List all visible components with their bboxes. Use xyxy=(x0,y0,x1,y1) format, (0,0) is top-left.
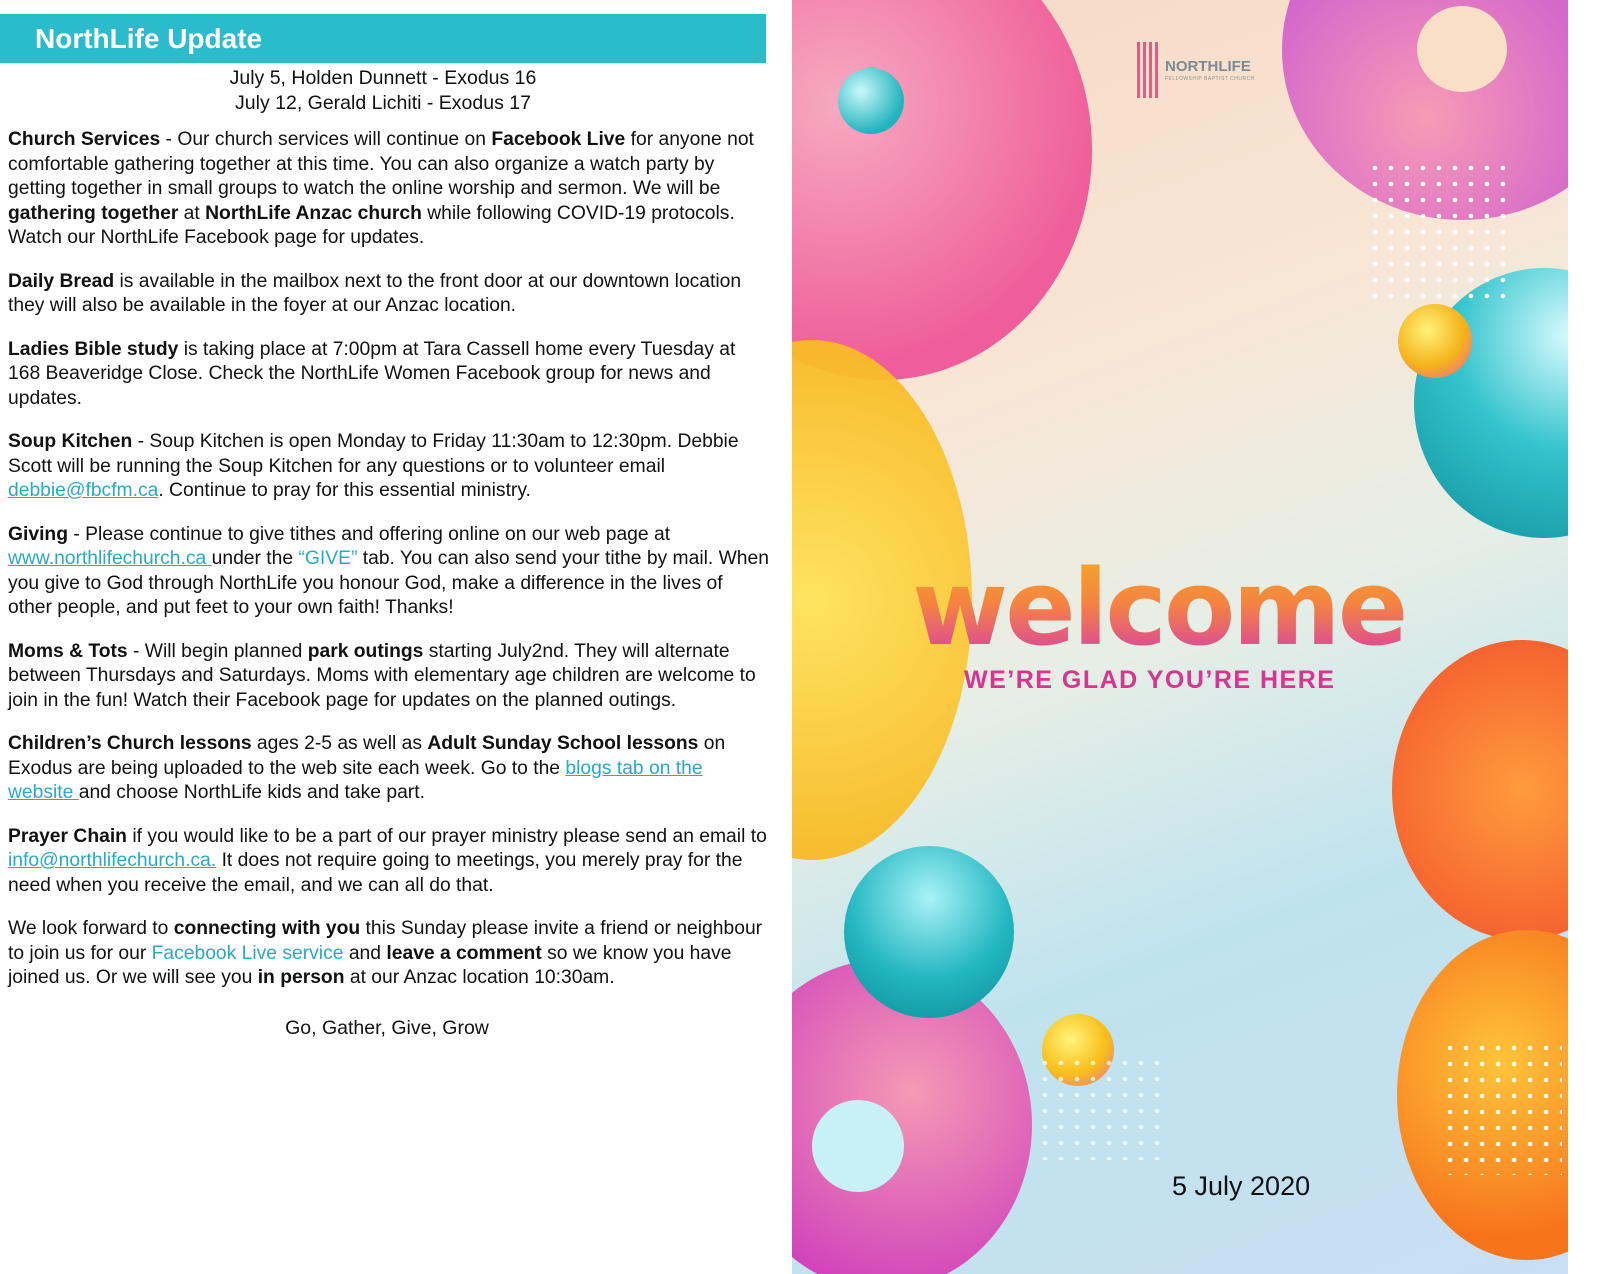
dot-pattern xyxy=(1037,1055,1162,1160)
paragraph-link[interactable]: www.northlifechurch.ca xyxy=(8,548,212,569)
cream-circle xyxy=(1417,6,1507,92)
bold-text: Soup Kitchen xyxy=(8,431,133,452)
paragraph-text: if you would like to be a part of our prayer ministry please send an email to xyxy=(126,825,767,847)
paragraph-moms-tots xyxy=(8,640,770,714)
schedule-line: July 5, Holden Dunnett - Exodus 16 xyxy=(229,67,537,89)
paragraph-text: - Soup Kitchen is open Monday to Friday 11:30am to 12:30pm. Debbie Scott will be running the Soup Kitchen for any questions or to volunteer email xyxy=(8,431,739,477)
logo-name: NORTHLIFE xyxy=(1165,57,1251,75)
paragraph-text: at our Anzac location 10:30am. xyxy=(344,967,615,988)
paragraph-text: is available in the mailbox next to the front door at our downtown location they will also be available in the foyer at our Anzac location. xyxy=(8,270,742,316)
bold-text: Facebook Live xyxy=(491,129,626,150)
bold-text: park outings xyxy=(307,640,424,662)
header-banner xyxy=(0,14,766,63)
welcome-tagline: WE’RE GLAD YOU’RE HERE xyxy=(964,666,1336,694)
bold-text: Prayer Chain xyxy=(8,825,127,847)
paragraph-text: - Our church services will continue on xyxy=(160,129,492,150)
paragraph-text: starting July2nd. They will alternate between Thursdays and Saturdays. Moms with elementary age children are welcome to join in the fun! Watch their Facebook page for updates on the planned outings. xyxy=(8,640,756,711)
page-title: NorthLife Update xyxy=(35,23,263,54)
paragraph-link[interactable]: debbie@fbcfm.ca xyxy=(8,480,159,501)
pink-blob xyxy=(792,0,1092,380)
paragraph-text: is taking place at 7:00pm at Tara Cassell home every Tuesday at 168 Beaveridge Close. Check the NorthLife Women Facebook group for news and updates. xyxy=(8,338,736,409)
bold-text: in person xyxy=(257,967,345,988)
bold-text: Giving xyxy=(8,523,68,545)
paragraph-giving xyxy=(8,523,770,621)
teal-sphere-bottom xyxy=(844,846,1014,1018)
paragraph-text: this Sunday please invite a friend or neighbour to join us for our xyxy=(8,918,763,964)
paragraph-text: under the xyxy=(211,548,299,569)
bold-text: connecting with you xyxy=(173,918,361,939)
orange-blob xyxy=(1392,640,1568,940)
paragraph-prayer-chain xyxy=(8,825,770,899)
light-circle xyxy=(812,1100,904,1192)
paragraph-text: ages 2-5 as well as xyxy=(251,733,428,754)
logo-mark-icon xyxy=(1137,42,1159,98)
bold-text: NorthLife Anzac church xyxy=(205,202,422,224)
bold-text: Adult Sunday School lessons xyxy=(427,733,699,754)
bold-text: Ladies Bible study xyxy=(8,338,179,360)
paragraph-text: tab. You can also send your tithe by mail. When you give to God through NorthLife you honour God, make a difference in the lives of other people, and put feet to your own faith! Thanks! xyxy=(8,548,769,618)
bold-text: Church Services xyxy=(8,129,161,150)
paragraph-ladies-bible-study xyxy=(8,338,770,412)
bulletin-body xyxy=(8,128,770,1040)
paragraph-text: on Exodus are being uploaded to the web site each week. Go to the xyxy=(8,733,726,779)
bulletin-date: 5 July 2020 xyxy=(1172,1171,1311,1201)
paragraph-closing xyxy=(8,917,770,991)
paragraph-daily-bread xyxy=(8,270,770,319)
cover-art xyxy=(792,0,1568,1274)
paragraph-text: while following COVID-19 protocols. Watch our NorthLife Facebook page for updates. xyxy=(8,202,735,248)
bold-text: Moms & Tots xyxy=(8,640,128,662)
small-yellow-sphere xyxy=(1398,304,1472,378)
welcome-heading: welcome xyxy=(912,547,1406,669)
bold-text: Children’s Church lessons xyxy=(8,733,252,754)
paragraph-text: - Please continue to give tithes and offering online on our web page at xyxy=(68,523,671,545)
paragraph-link[interactable]: blogs tab on the website xyxy=(8,757,703,803)
paragraph-text: . Continue to pray for this essential ministry. xyxy=(158,480,531,501)
paragraph-text: and choose NorthLife kids and take part. xyxy=(78,782,425,803)
bold-text: leave a comment xyxy=(386,942,542,964)
logo-subtitle: FELLOWSHIP BAPTIST CHURCH xyxy=(1165,75,1255,82)
paragraph-text: It does not require going to meetings, you merely pray for the need when you receive the email, and we can all do that. xyxy=(8,850,743,896)
motto: Go, Gather, Give, Grow xyxy=(285,1016,489,1039)
bold-text: gathering together xyxy=(8,202,179,224)
paragraph-church-services xyxy=(8,128,770,251)
northlife-logo xyxy=(1137,42,1255,98)
bold-text: Daily Bread xyxy=(8,270,115,292)
paragraph-text: and xyxy=(343,942,387,964)
paragraph-childrens-church xyxy=(8,732,770,806)
paragraph-link[interactable]: info@northlifechurch.ca. xyxy=(8,850,217,871)
paragraph-soup-kitchen xyxy=(8,430,770,504)
highlighted-text: “GIVE” xyxy=(298,548,358,569)
small-teal-sphere xyxy=(838,68,904,134)
bulletin-text-page xyxy=(0,0,790,1274)
highlighted-text: Facebook Live service xyxy=(151,942,344,964)
paragraph-text: We look forward to xyxy=(8,918,174,939)
dot-pattern xyxy=(1442,1040,1562,1175)
paragraph-text: - Will begin planned xyxy=(127,640,308,662)
paragraph-text: for anyone not comfortable gathering together at this time. You can also organize a watch party by getting together in small groups to watch the online worship and sermon. We will be xyxy=(8,129,754,199)
paragraph-text: so we know you have joined us. Or we will see you xyxy=(8,942,732,988)
dot-pattern xyxy=(1367,160,1507,300)
schedule-line: July 12, Gerald Lichiti - Exodus 17 xyxy=(235,92,531,114)
paragraph-text: at xyxy=(178,202,206,224)
